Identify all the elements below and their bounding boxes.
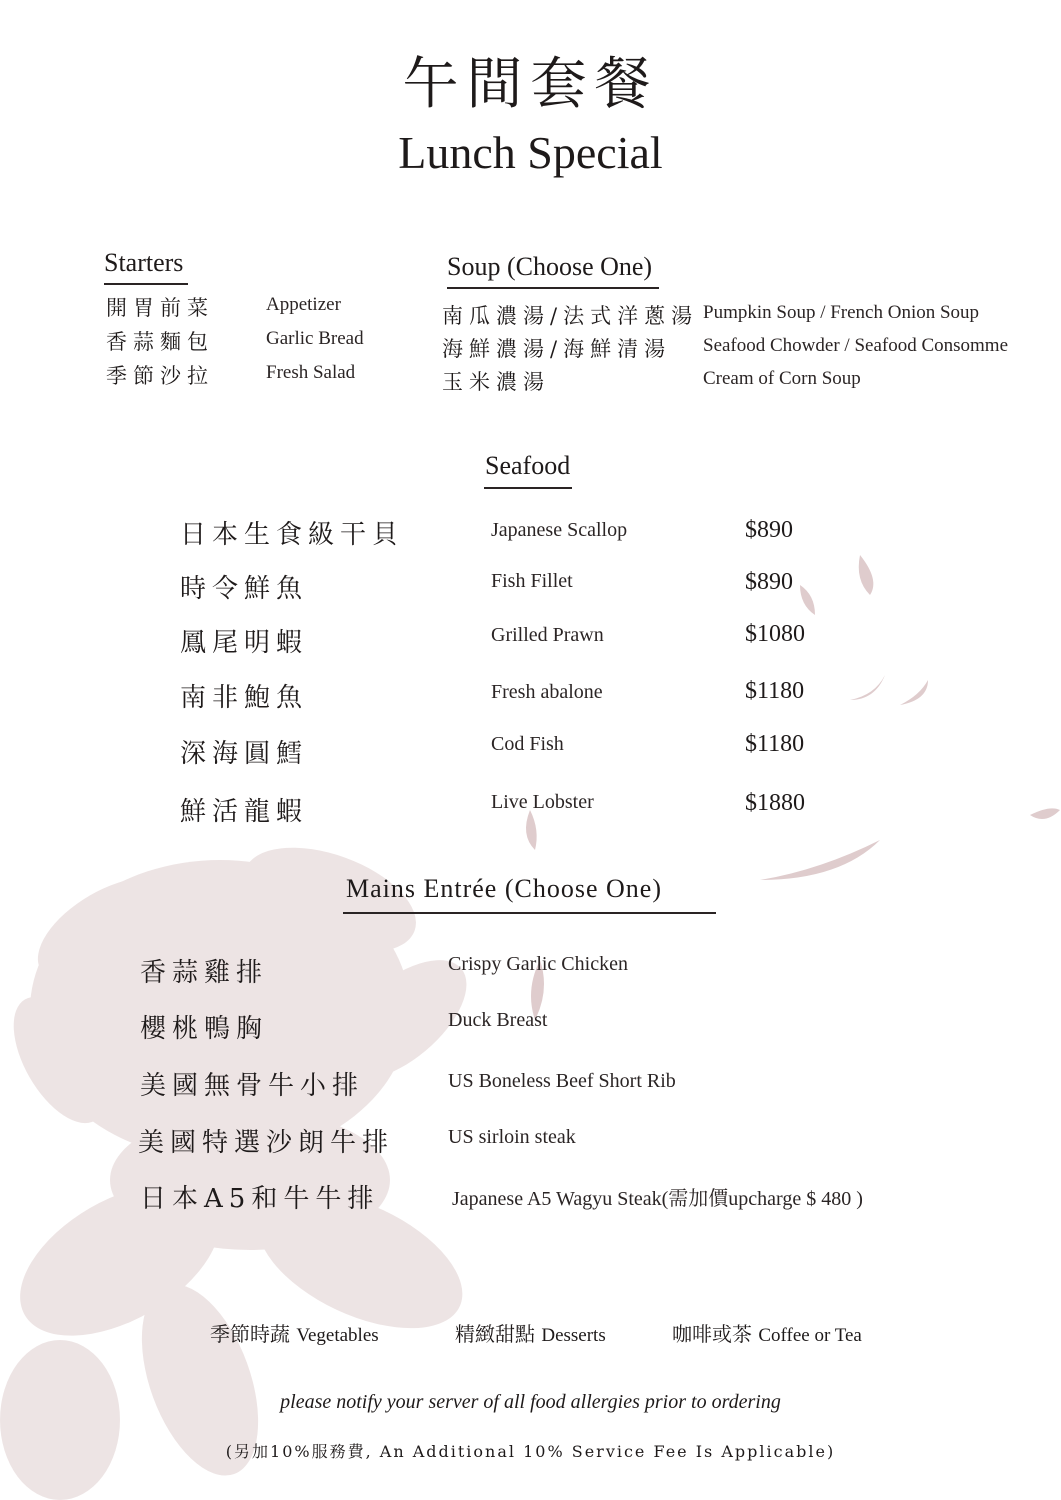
soup-heading: Soup (Choose One) bbox=[447, 252, 653, 281]
starter-en: Fresh Salad bbox=[266, 362, 356, 383]
title-english: Lunch Special bbox=[398, 127, 663, 178]
seafood-price: $1080 bbox=[745, 621, 805, 647]
starter-cn: 季節沙拉 bbox=[106, 364, 214, 388]
extra-en: Vegetables bbox=[296, 1325, 379, 1346]
seafood-en: Fish Fillet bbox=[491, 570, 573, 592]
seafood-cn: 深海圓鱈 bbox=[180, 739, 309, 769]
main-en: US sirloin steak bbox=[448, 1126, 576, 1148]
main-en: Crispy Garlic Chicken bbox=[448, 953, 628, 975]
soup-cn: 玉米濃湯 bbox=[442, 370, 550, 394]
seafood-price: $890 bbox=[745, 569, 793, 595]
extra-item bbox=[672, 1318, 862, 1347]
extra-cn: 咖啡或茶 bbox=[672, 1322, 752, 1346]
seafood-price: $1180 bbox=[745, 678, 805, 704]
seafood-en: Japanese Scallop bbox=[491, 519, 628, 541]
seafood-en: Live Lobster bbox=[491, 791, 594, 813]
starter-cn: 開胃前菜 bbox=[106, 296, 214, 320]
seafood-cn: 南非鮑魚 bbox=[180, 683, 309, 713]
starter-cn: 香蒜麵包 bbox=[106, 330, 214, 354]
extra-item bbox=[455, 1318, 606, 1347]
soup-en: Cream of Corn Soup bbox=[703, 368, 861, 389]
starter-en: Garlic Bread bbox=[266, 328, 364, 349]
seafood-en: Cod Fish bbox=[491, 733, 564, 755]
seafood-en: Grilled Prawn bbox=[491, 624, 604, 646]
seafood-underline bbox=[484, 487, 572, 489]
extra-cn: 精緻甜點 bbox=[455, 1322, 535, 1346]
title-chinese: 午間套餐 bbox=[402, 52, 659, 117]
starters-heading: Starters bbox=[104, 248, 184, 277]
extra-en: Desserts bbox=[541, 1325, 606, 1346]
seafood-price: $890 bbox=[745, 517, 793, 543]
extra-item bbox=[210, 1318, 379, 1347]
main-cn: 香蒜雞排 bbox=[140, 958, 269, 988]
main-en: Duck Breast bbox=[448, 1009, 548, 1031]
soup-cn: 南瓜濃湯/法式洋蔥湯 bbox=[442, 304, 699, 328]
mains-heading: Mains Entrée (Choose One) bbox=[346, 874, 662, 903]
main-en: US Boneless Beef Short Rib bbox=[448, 1070, 676, 1092]
main-cn: 櫻桃鴨胸 bbox=[140, 1014, 269, 1044]
extra-en: Coffee or Tea bbox=[758, 1325, 862, 1346]
allergy-note: please notify your server of all food allergies prior to ordering bbox=[280, 1391, 781, 1413]
service-fee-note: (另加10%服務費, An Additional 10% Service Fee Is Applicable) bbox=[225, 1442, 836, 1461]
soup-underline bbox=[447, 287, 659, 289]
seafood-cn: 時令鮮魚 bbox=[180, 574, 309, 604]
soup-en: Pumpkin Soup / French Onion Soup bbox=[703, 302, 980, 323]
seafood-price: $1880 bbox=[745, 790, 805, 816]
soup-cn: 海鮮濃湯/海鮮清湯 bbox=[442, 337, 672, 361]
main-cn: 日本A5和牛牛排 bbox=[140, 1184, 380, 1214]
seafood-heading: Seafood bbox=[485, 451, 571, 480]
seafood-cn: 日本生食級干貝 bbox=[180, 520, 405, 550]
seafood-price: $1180 bbox=[745, 731, 805, 757]
extra-cn: 季節時蔬 bbox=[210, 1322, 290, 1346]
mains-underline bbox=[343, 912, 716, 914]
seafood-en: Fresh abalone bbox=[491, 681, 603, 703]
main-en: Japanese A5 Wagyu Steak(需加價upcharge $ 480 ) bbox=[452, 1188, 863, 1210]
starters-underline bbox=[104, 283, 188, 285]
soup-en: Seafood Chowder / Seafood Consomme bbox=[703, 335, 1009, 356]
main-cn: 美國無骨牛小排 bbox=[140, 1071, 365, 1101]
seafood-cn: 鳳尾明蝦 bbox=[180, 628, 309, 658]
main-cn: 美國特選沙朗牛排 bbox=[138, 1128, 395, 1158]
starter-en: Appetizer bbox=[266, 294, 341, 315]
seafood-cn: 鮮活龍蝦 bbox=[180, 797, 309, 827]
